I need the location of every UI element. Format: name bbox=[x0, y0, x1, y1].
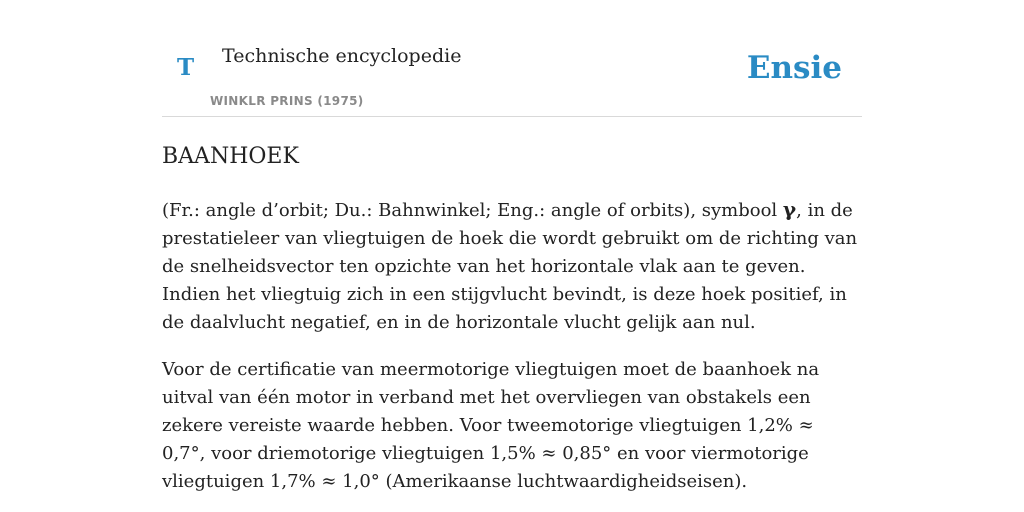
paragraph-1-text-start: (Fr.: angle d’orbit; Du.: Bahnwinkel; Eng.: angle of orbits), symbool bbox=[162, 200, 783, 221]
encyclopedia-edition-label: WINKLR PRINS (1975) bbox=[210, 94, 364, 108]
entry-paragraph-1 bbox=[162, 195, 862, 337]
encyclopedia-header bbox=[162, 0, 862, 117]
ensie-brand-logo[interactable]: Ensie bbox=[746, 50, 842, 86]
entry-title: BAANHOEK bbox=[162, 144, 299, 169]
encyclopedia-title-link[interactable]: Technische encyclopedie bbox=[222, 45, 462, 67]
entry-paragraph-2: Voor de certificatie van meermotorige vliegtuigen moet de baanhoek na uitval van één motor in verband met het overvliegen van obstakels een zekere vereiste waarde hebben. Voor tweemotorige vliegtuigen 1,2% ≈ 0,7°, voor driemotorige vliegtuigen 1,5% ≈ 0,85° en voor viermotorige vliegtuigen 1,7% ≈ 1,0° (Amerikaanse luchtwaardigheidseisen). bbox=[162, 359, 820, 492]
encyclopedia-logo-icon[interactable]: T bbox=[177, 54, 195, 81]
article-page bbox=[162, 0, 862, 496]
paragraph-1-text-end: , in de prestatieleer van vliegtuigen de hoek die wordt gebruikt om de richting van de snelheidsvector ten opzichte van het horizontale vlak aan te geven. Indien het vliegtuig zich in een stijgvlucht bevindt, is deze hoek positief, in de daalvlucht negatief, en in de horizontale vlucht gelijk aan nul. bbox=[162, 200, 858, 333]
gamma-symbol: γ bbox=[782, 197, 797, 221]
